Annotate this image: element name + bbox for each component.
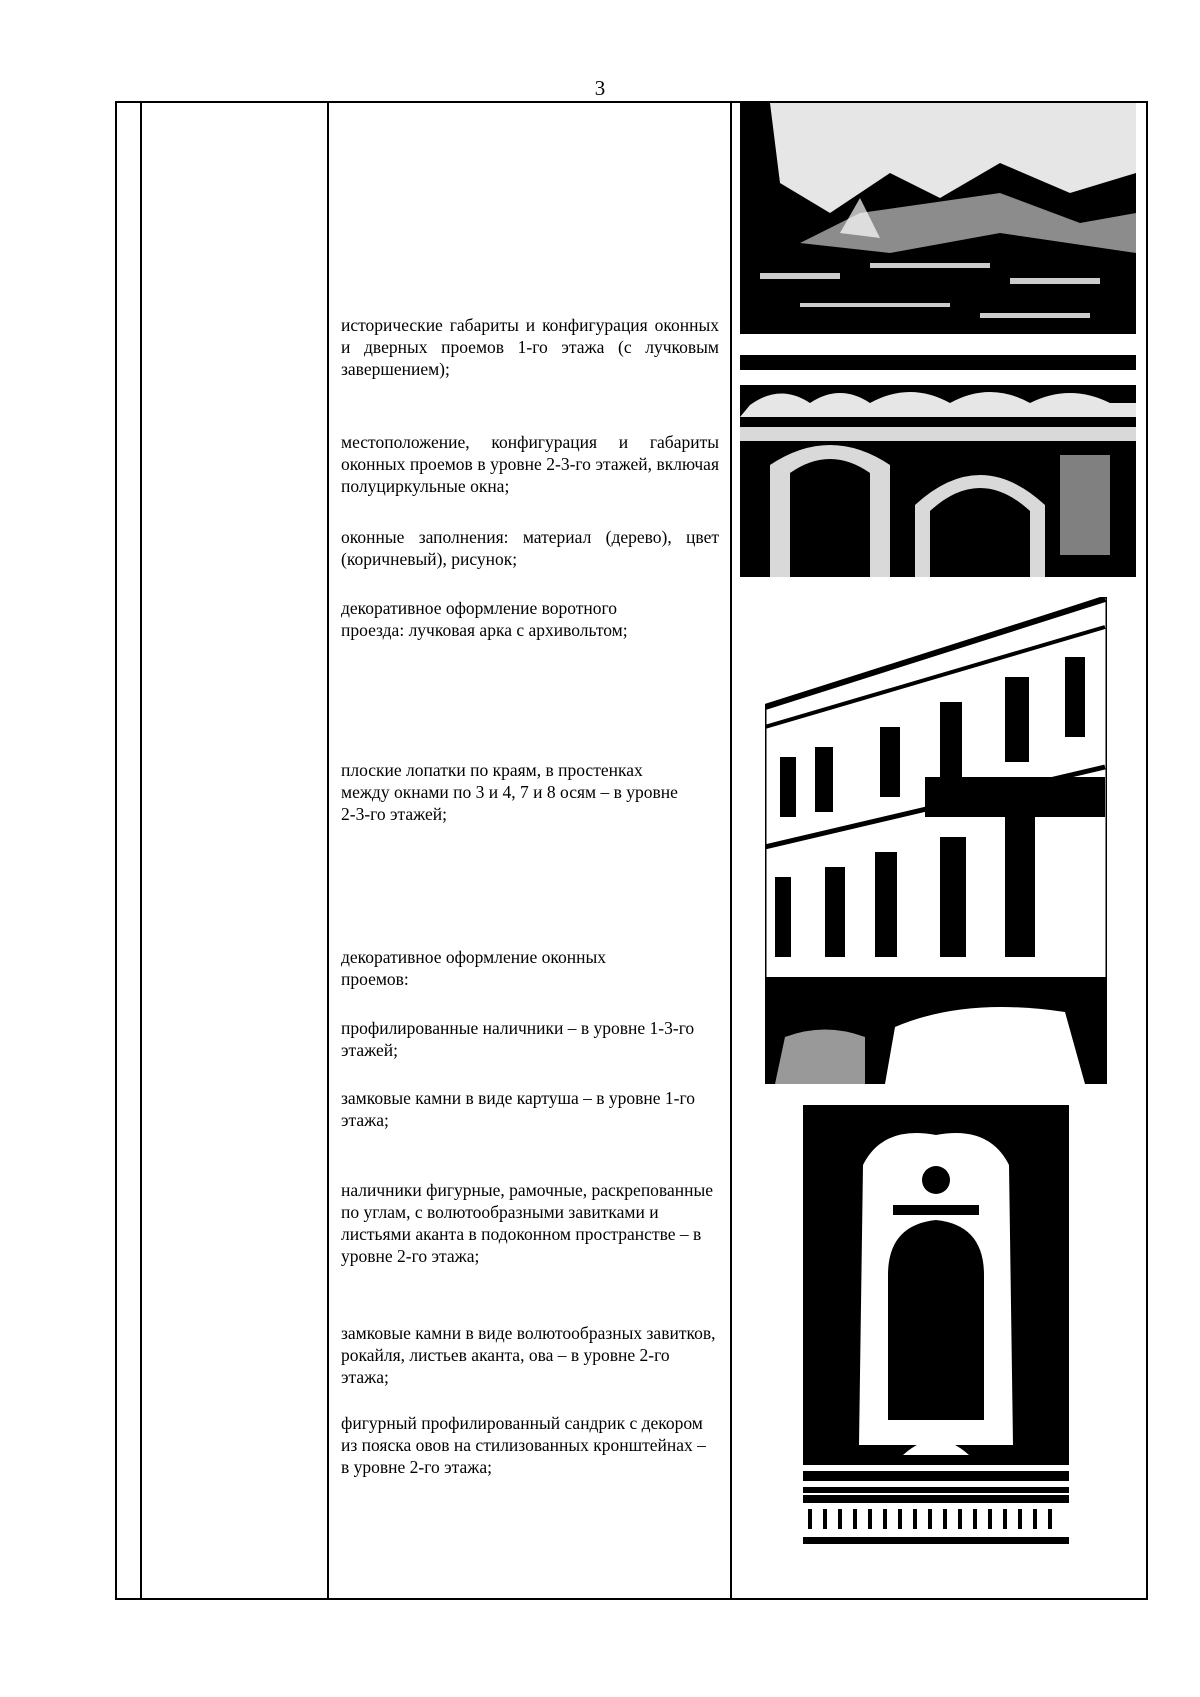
photo-roof-cornice [740, 103, 1136, 334]
text-item-2: местоположение, конфигурация и габариты оконных проемов в уровне 2-3-го этажей, включая полуциркульные окна; [341, 432, 719, 496]
photo-window-surround-base [803, 1493, 1069, 1553]
text-item-3: оконные заполнения: материал (дерево), цвет (коричневый), рисунок; [341, 527, 719, 569]
photo-window-surround [803, 1105, 1069, 1493]
text-item-1: исторические габариты и конфигурация оконных и дверных проемов 1-го этажа (с лучковым завершением); [341, 315, 719, 379]
page-number: 3 [594, 76, 606, 100]
photo-arched-portal [740, 355, 1136, 577]
text-item-9: наличники фигурные, рамочные, раскрепованные по углам, с волютообразными завитками и листьями аканта в подоконном пространстве – в уровне 2-го этажа; [341, 1180, 713, 1266]
column-divider-1 [140, 101, 142, 1600]
column-divider-3 [730, 101, 732, 1600]
text-item-8: замковые камни в виде картуша – в уровне 1-го этажа; [341, 1088, 695, 1130]
text-item-4: декоративное оформление воротного проезда: лучковая арка с архивольтом; [341, 598, 628, 640]
table-left-border [115, 101, 117, 1600]
text-item-6: декоративное оформление оконных проемов: [341, 947, 606, 989]
text-item-5: плоские лопатки по краям, в простенках между окнами по 3 и 4, 7 и 8 осям – в уровне 2-3-го этажей; [341, 760, 678, 824]
text-item-11: фигурный профилированный сандрик с декором из пояска овов на стилизованных кронштейнах – в уровне 2-го этажа; [341, 1413, 706, 1477]
table-right-border [1146, 101, 1148, 1600]
table-bottom-border [115, 1598, 1148, 1600]
text-item-7: профилированные наличники – в уровне 1-3-го этажей; [341, 1018, 695, 1060]
column-divider-2 [327, 101, 329, 1600]
text-item-10: замковые камни в виде волютообразных завитков, рокайля, листьев аканта, ова – в уровне 2-го этажа; [341, 1323, 716, 1387]
photo-facade-street [765, 597, 1107, 1084]
